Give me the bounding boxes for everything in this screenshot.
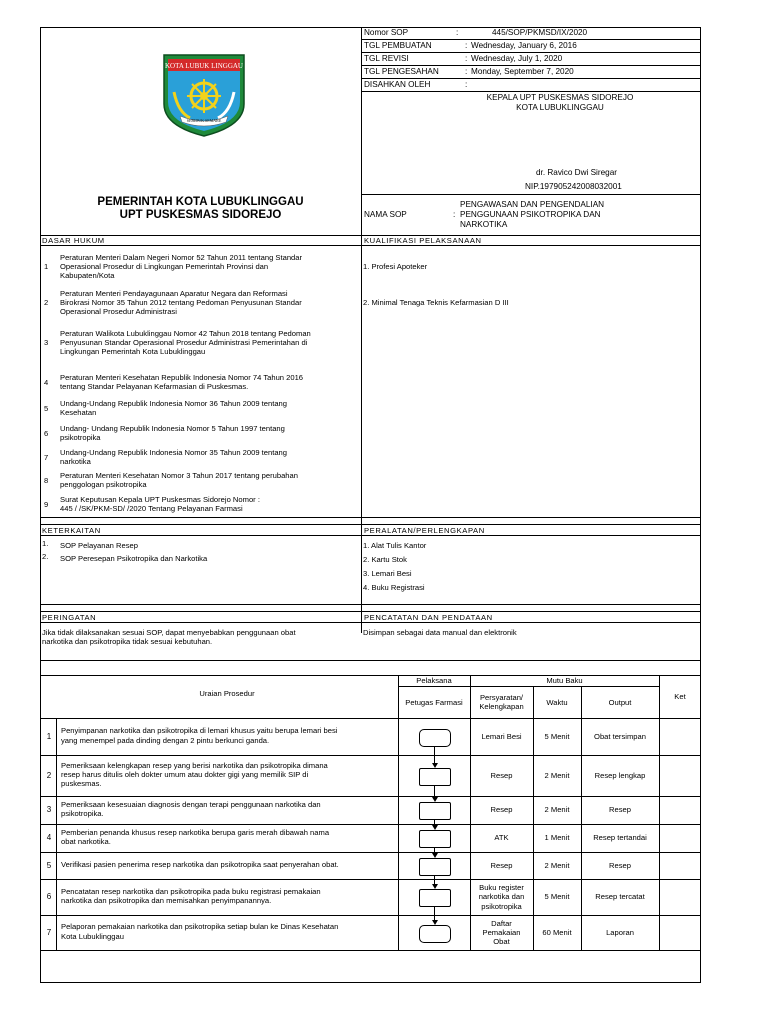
section-rule <box>40 517 701 518</box>
meta-sep: : <box>465 80 468 89</box>
step-requirement: Obat <box>493 937 510 947</box>
step-description: Pemeriksaan kelengkapan resep yang berisi narkotika dan psikotropika dimana <box>61 760 328 770</box>
keterkaitan-title: KETERKAITAN <box>42 526 101 535</box>
col-rule <box>533 686 534 950</box>
org-unit: UPT PUSKESMAS SIDOREJO <box>119 209 282 221</box>
meta-sep: : <box>465 54 468 63</box>
step-description: Pencatatan resep narkotika dan psikotropika pada buku registrasi pemakaian <box>61 886 321 896</box>
head-rule <box>398 686 659 687</box>
peralatan-title: PERALATAN/PERLENGKAPAN <box>364 526 485 535</box>
meta-value: Wednesday, July 1, 2020 <box>471 54 563 63</box>
step-output: Resep tercatat <box>595 892 645 901</box>
step-description: resep harus ditulis oleh dokter umum atau dokter gigi yang memilik SIP di <box>61 769 309 779</box>
dasar-hukum-title: DASAR HUKUM <box>42 236 105 245</box>
step-output: Laporan <box>606 927 634 937</box>
step-requirement: Pemakaian <box>482 927 521 937</box>
flow-step-box <box>419 889 451 907</box>
dasar-hukum-no: 1 <box>44 262 49 271</box>
sop-document <box>40 27 701 983</box>
dasar-hukum-text: 445 / /SK/PKM-SD/ /2020 Tentang Pelayanan Farmasi <box>60 504 243 514</box>
peralatan-item: 1. Alat Tulis Kantor <box>363 541 427 550</box>
nama-sop-sep: : <box>453 210 456 219</box>
meta-label: TGL PENGESAHAN <box>364 67 439 76</box>
step-number: 5 <box>46 860 52 870</box>
step-requirement: ATK <box>494 833 509 843</box>
flow-step-box <box>419 729 451 747</box>
dasar-hukum-text: Birokrasi Nomor 35 Tahun 2012 tentang Pedoman Penyusunan Standar <box>60 298 302 308</box>
col-petugas: Petugas Farmasi <box>405 698 463 707</box>
meta-label: Nomor SOP <box>364 28 409 37</box>
step-duration: 5 Menit <box>544 892 570 901</box>
col-waktu: Waktu <box>546 698 568 707</box>
row-rule <box>40 796 701 797</box>
border-left <box>40 27 41 983</box>
step-description: psikotropika. <box>61 809 104 818</box>
flow-step-box <box>419 830 451 848</box>
row-rule <box>40 824 701 825</box>
dasar-hukum-text: Peraturan Menteri Kesehatan Republik Indonesia Nomor 74 Tahun 2016 <box>60 373 304 382</box>
step-number: 7 <box>46 927 52 937</box>
dasar-hukum-no: 8 <box>44 476 49 485</box>
border-bottom <box>40 982 701 983</box>
row-rule <box>40 879 701 880</box>
step-requirement: narkotika dan <box>478 892 525 902</box>
border-right <box>700 27 701 983</box>
step-duration: 5 Menit <box>544 731 570 741</box>
meta-rule <box>361 39 701 40</box>
meta-rule <box>361 194 701 195</box>
flow-step-box <box>419 802 451 820</box>
row-rule <box>40 755 701 756</box>
step-description: Pemberian penanda khusus resep narkotika berupa garis merah dibawah nama <box>61 827 330 837</box>
meta-value: Wednesday, January 6, 2016 <box>471 41 577 50</box>
dasar-hukum-text: penggologan psikotropika <box>60 480 147 490</box>
meta-value: Monday, September 7, 2020 <box>471 67 574 76</box>
nama-sop-label: NAMA SOP <box>364 210 407 219</box>
step-requirement: psikotropika <box>481 901 522 911</box>
dasar-hukum-text: Kesehatan <box>60 408 97 418</box>
peringatan-text: narkotika dan psikotropika tidak sesuai kebutuhan. <box>42 637 213 646</box>
meta-rule <box>361 91 701 92</box>
dasar-hukum-text: Surat Keputusan Kepala UPT Puskesmas Sidorejo Nomor : <box>60 495 260 504</box>
step-description: narkotika dan psikotropika dan memisahkan penyimpanannya. <box>61 896 272 905</box>
step-output: Obat tersimpan <box>594 731 646 741</box>
step-duration: 2 Menit <box>544 860 570 870</box>
dasar-hukum-text: Undang-Undang Republik Indonesia Nomor 35 Tahun 2009 tentang <box>60 448 287 457</box>
dasar-hukum-no: 2 <box>44 298 49 307</box>
kualifikasi-title: KUALIFIKASI PELAKSANAAN <box>364 236 482 245</box>
row-rule <box>40 950 701 951</box>
flow-connector <box>434 906 435 920</box>
dasar-hukum-no: 6 <box>44 429 49 438</box>
step-duration: 1 Menit <box>544 833 570 842</box>
keterkaitan-no: 2. <box>42 552 49 561</box>
step-duration: 60 Menit <box>542 927 572 937</box>
col-output: Output <box>608 698 632 707</box>
dasar-hukum-text: tentang Standar Pelayanan Kefarmasian di Puskesmas. <box>60 382 249 392</box>
step-description: Kota Lubuklinggau <box>61 931 124 941</box>
step-description: yang menempel pada dinding dengan 2 pintu berkunci ganda. <box>61 735 270 745</box>
head-rule <box>40 718 701 719</box>
meta-sep: : <box>465 41 468 50</box>
dasar-hukum-no: 3 <box>44 338 49 347</box>
dasar-hukum-no: 4 <box>44 378 49 387</box>
step-description: Verifikasi pasien penerima resep narkotika dan psikotropika saat penyerahan obat. <box>61 859 339 869</box>
col-ket: Ket <box>674 692 686 701</box>
step-number: 4 <box>46 833 52 842</box>
nama-sop-value: PENGAWASAN DAN PENGENDALIAN <box>460 200 605 209</box>
step-output: Resep lengkap <box>594 770 646 780</box>
dasar-hukum-no: 9 <box>44 500 49 509</box>
dasar-hukum-text: Peraturan Menteri Pendayagunaan Aparatur Negara dan Reformasi <box>60 289 288 298</box>
step-requirement: Daftar <box>491 918 512 928</box>
step-requirement: Buku register <box>479 883 524 893</box>
section-rule <box>40 524 701 525</box>
peringatan-text: Jika tidak dilaksanakan sesuai SOP, dapat menyebabkan penggunaan obat <box>42 628 296 637</box>
nama-sop-value: PENGGUNAAN PSIKOTROPIKA DAN <box>460 210 601 219</box>
meta-rule <box>361 65 701 66</box>
step-requirement: Lemari Besi <box>481 731 522 741</box>
step-requirement: Resep <box>490 860 513 870</box>
flow-arrow-icon <box>432 853 438 858</box>
step-description: obat narkotika. <box>61 837 111 846</box>
flow-arrow-icon <box>432 920 438 925</box>
nama-sop-value: NARKOTIKA <box>460 220 508 229</box>
meta-rule <box>361 52 701 53</box>
step-duration: 2 Menit <box>544 770 570 780</box>
city-logo <box>160 52 248 138</box>
kualifikasi-item: 2. Minimal Tenaga Teknis Kefarmasian D III <box>363 298 509 307</box>
dasar-hukum-text: Undang-Undang Republik Indonesia Nomor 36 Tahun 2009 tentang <box>60 399 287 408</box>
row-rule <box>40 852 701 853</box>
step-number: 1 <box>46 731 52 741</box>
flow-connector <box>434 785 435 798</box>
approver-name: dr. Ravico Dwi Siregar <box>536 168 617 177</box>
step-requirement: Resep <box>490 770 513 780</box>
dasar-hukum-text: Peraturan Menteri Kesehatan Nomor 3 Tahun 2017 tentang perubahan <box>60 471 298 480</box>
org-name: PEMERINTAH KOTA LUBUKLINGGAU <box>97 196 304 208</box>
step-description: puskesmas. <box>61 779 102 789</box>
keterkaitan-item: SOP Pelayanan Resep <box>60 541 138 550</box>
meta-value: 445/SOP/PKMSD/IX/2020 <box>492 28 588 37</box>
step-output: Resep <box>609 805 631 814</box>
section-rule <box>40 604 701 605</box>
section-rule <box>40 535 701 536</box>
meta-sep: : <box>456 28 459 37</box>
meta-rule <box>361 78 701 79</box>
keterkaitan-item: SOP Peresepan Psikotropika dan Narkotika <box>60 554 208 563</box>
dasar-hukum-text: Peraturan Walikota Lubuklinggau Nomor 42 Tahun 2018 tentang Pedoman <box>60 329 311 338</box>
dasar-hukum-no: 7 <box>44 453 49 462</box>
col-uraian: Uraian Prosedur <box>199 689 255 698</box>
dasar-hukum-text: Peraturan Menteri Dalam Negeri Nomor 52 Tahun 2011 tentang Standar <box>60 253 303 262</box>
col-rule <box>398 675 399 950</box>
dasar-hukum-text: Operasional Prosedur di Lingkungan Pemerintah Provinsi dan <box>60 262 269 272</box>
logo-motto: SEBIDUK SEMARE <box>186 118 222 123</box>
step-number: 3 <box>46 805 52 814</box>
col-persyaratan: Persyaratan/ <box>479 693 524 702</box>
dasar-hukum-text: narkotika <box>60 457 91 467</box>
flow-step-box <box>419 768 451 786</box>
approver-nip: NIP.197905242008032001 <box>525 182 622 191</box>
step-number: 6 <box>46 892 52 901</box>
pencatatan-text: Disimpan sebagai data manual dan elektronik <box>363 628 517 637</box>
dasar-hukum-no: 5 <box>44 404 49 413</box>
section-rule <box>40 660 701 661</box>
flow-arrow-icon <box>432 763 438 768</box>
section-rule <box>40 622 701 623</box>
section-rule <box>40 611 701 612</box>
peralatan-item: 2. Kartu Stok <box>363 555 407 564</box>
dasar-hukum-text: Undang- Undang Republik Indonesia Nomor 5 Tahun 1997 tentang <box>60 424 285 433</box>
kualifikasi-item: 1. Profesi Apoteker <box>363 262 428 271</box>
step-output: Resep tertandai <box>593 833 647 842</box>
dasar-hukum-text: Penyusunan Standar Operasional Prosedur Administrasi Pemerintahan di <box>60 338 308 348</box>
section-rule <box>40 245 701 246</box>
meta-sep: : <box>465 67 468 76</box>
dasar-hukum-text: Lingkungan Pemerintah Kota Lubuklinggau <box>60 347 206 357</box>
dasar-hukum-text: Operasional Prosedur Administrasi <box>60 307 177 317</box>
col-rule <box>659 675 660 950</box>
approver-title: KOTA LUBUKLINGGAU <box>516 103 604 112</box>
col-pelaksana: Pelaksana <box>416 676 452 685</box>
step-description: Pemeriksaan kesesuaian diagnosis dengan terapi penggunaan narkotika dan <box>61 799 321 809</box>
peringatan-title: PERINGATAN <box>42 613 97 622</box>
step-output: Resep <box>609 860 631 870</box>
logo-text: KOTA LUBUK LINGGAU <box>165 62 243 70</box>
flow-step-box <box>419 925 451 943</box>
column-divider <box>361 27 362 633</box>
step-duration: 2 Menit <box>544 805 570 814</box>
flow-connector <box>434 875 435 885</box>
step-description: Pelaporan pemakaian narkotika dan psikotropika setiap bulan ke Dinas Kesehatan <box>61 922 339 932</box>
peralatan-item: 3. Lemari Besi <box>363 569 412 578</box>
approver-title: KEPALA UPT PUSKESMAS SIDOREJO <box>486 93 634 102</box>
step-number: 2 <box>46 770 52 780</box>
meta-label: TGL PEMBUATAN <box>364 41 432 50</box>
dasar-hukum-text: Kabupaten/Kota <box>60 271 115 281</box>
meta-label: DISAHKAN OLEH <box>364 80 431 89</box>
peralatan-item: 4. Buku Registrasi <box>363 583 425 592</box>
step-description: Penyimpanan narkotika dan psikotropika di lemari khusus yaitu berupa lemari besi <box>61 726 338 736</box>
flow-connector <box>434 746 435 763</box>
row-rule <box>40 915 701 916</box>
col-persyaratan: Kelengkapan <box>479 702 524 711</box>
col-mutu: Mutu Baku <box>546 676 583 685</box>
flow-step-box <box>419 858 451 876</box>
col-rule <box>581 686 582 950</box>
step-requirement: Resep <box>490 805 513 815</box>
pencatatan-title: PENCATATAN DAN PENDATAAN <box>364 613 493 622</box>
meta-label: TGL REVISI <box>364 54 409 63</box>
dasar-hukum-text: psikotropika <box>60 433 101 443</box>
keterkaitan-no: 1. <box>42 539 49 548</box>
